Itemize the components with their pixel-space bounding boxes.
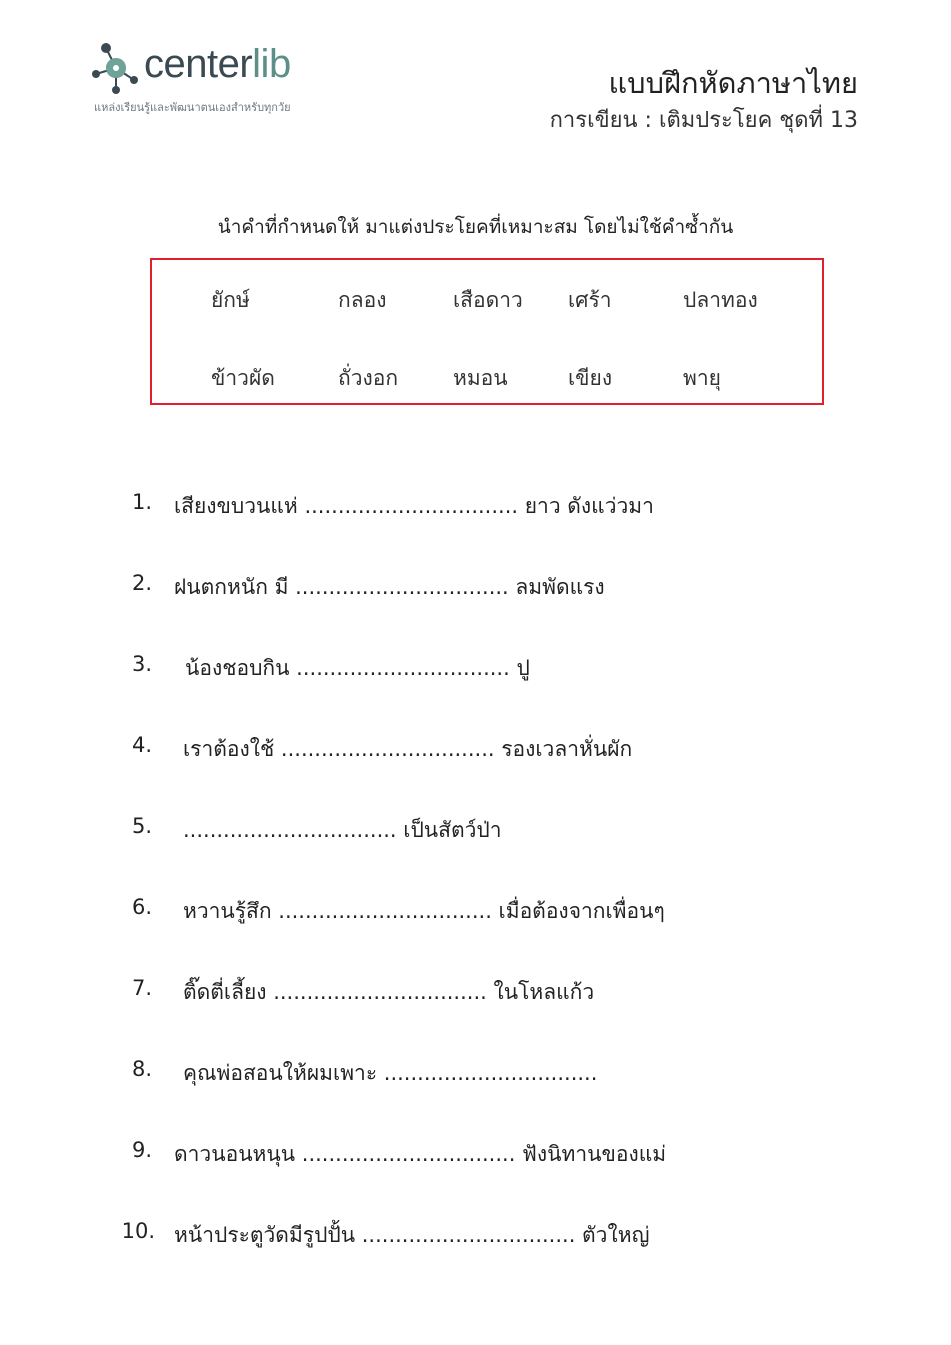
word-bank-item: กลอง [338,288,387,312]
word-bank-item: พายุ [683,366,721,390]
centerlib-logo [92,40,352,120]
question-number: 10. [121,1219,155,1243]
question-number: 2. [131,571,152,595]
question-text: หน้าประตูวัดมีรูปปั้น ................................ ตัวใหญ่ [174,1223,650,1247]
worksheet-title: แบบฝึกหัดภาษาไทย [608,66,858,100]
worksheet-subtitle: การเขียน : เติมประโยค ชุดที่ 13 [549,108,858,133]
logo-wordmark: centerlib [144,42,291,86]
question-text: หวานรู้สึก ................................ เมื่อต้องจากเพื่อนๆ [183,899,665,923]
question-number: 6. [131,895,152,919]
question-number: 4. [131,733,152,757]
question-text: เสียงขบวนแห่ ................................ ยาว ดังแว่วมา [174,494,654,518]
instruction-text: นำคำที่กำหนดให้ มาแต่งประโยคที่เหมาะสม โดยไม่ใช้คำซ้ำกัน [217,216,734,238]
word-bank-item: เศร้า [568,288,612,312]
question-number: 7. [131,976,152,1000]
question-text: เราต้องใช้ ................................ รองเวลาหั่นผัก [183,737,633,761]
question-number: 9. [131,1138,152,1162]
word-bank-item: ข้าวผัด [211,366,275,390]
question-text: น้องชอบกิน ................................ ปู [185,656,530,680]
question-text: ดาวนอนหนุน ................................ ฟังนิทานของแม่ [174,1142,667,1166]
logo-tagline: แหล่งเรียนรู้และพัฒนาตนเองสำหรับทุกวัย [94,101,291,114]
word-bank-item: ปลาทอง [683,288,758,312]
word-bank-item: ถั่วงอก [338,366,399,390]
molecule-logo-icon [92,40,144,96]
word-bank-item: ยักษ์ [211,288,250,312]
word-bank-item: หมอน [453,366,508,390]
question-text: ติ๊ดตี่เลี้ยง ................................ ในโหลแก้ว [183,980,595,1004]
question-number: 8. [131,1057,152,1081]
question-text: ................................ เป็นสัตว์ป่า [183,818,502,842]
question-text: ฝนตกหนัก มี ................................ ลมพัดแรง [174,575,605,599]
word-bank-item: เสือดาว [453,288,523,312]
question-number: 3. [131,652,152,676]
word-bank-item: เขียง [568,366,613,390]
question-number: 1. [131,490,152,514]
question-number: 5. [131,814,152,838]
question-text: คุณพ่อสอนให้ผมเพาะ ................................ [183,1061,598,1085]
